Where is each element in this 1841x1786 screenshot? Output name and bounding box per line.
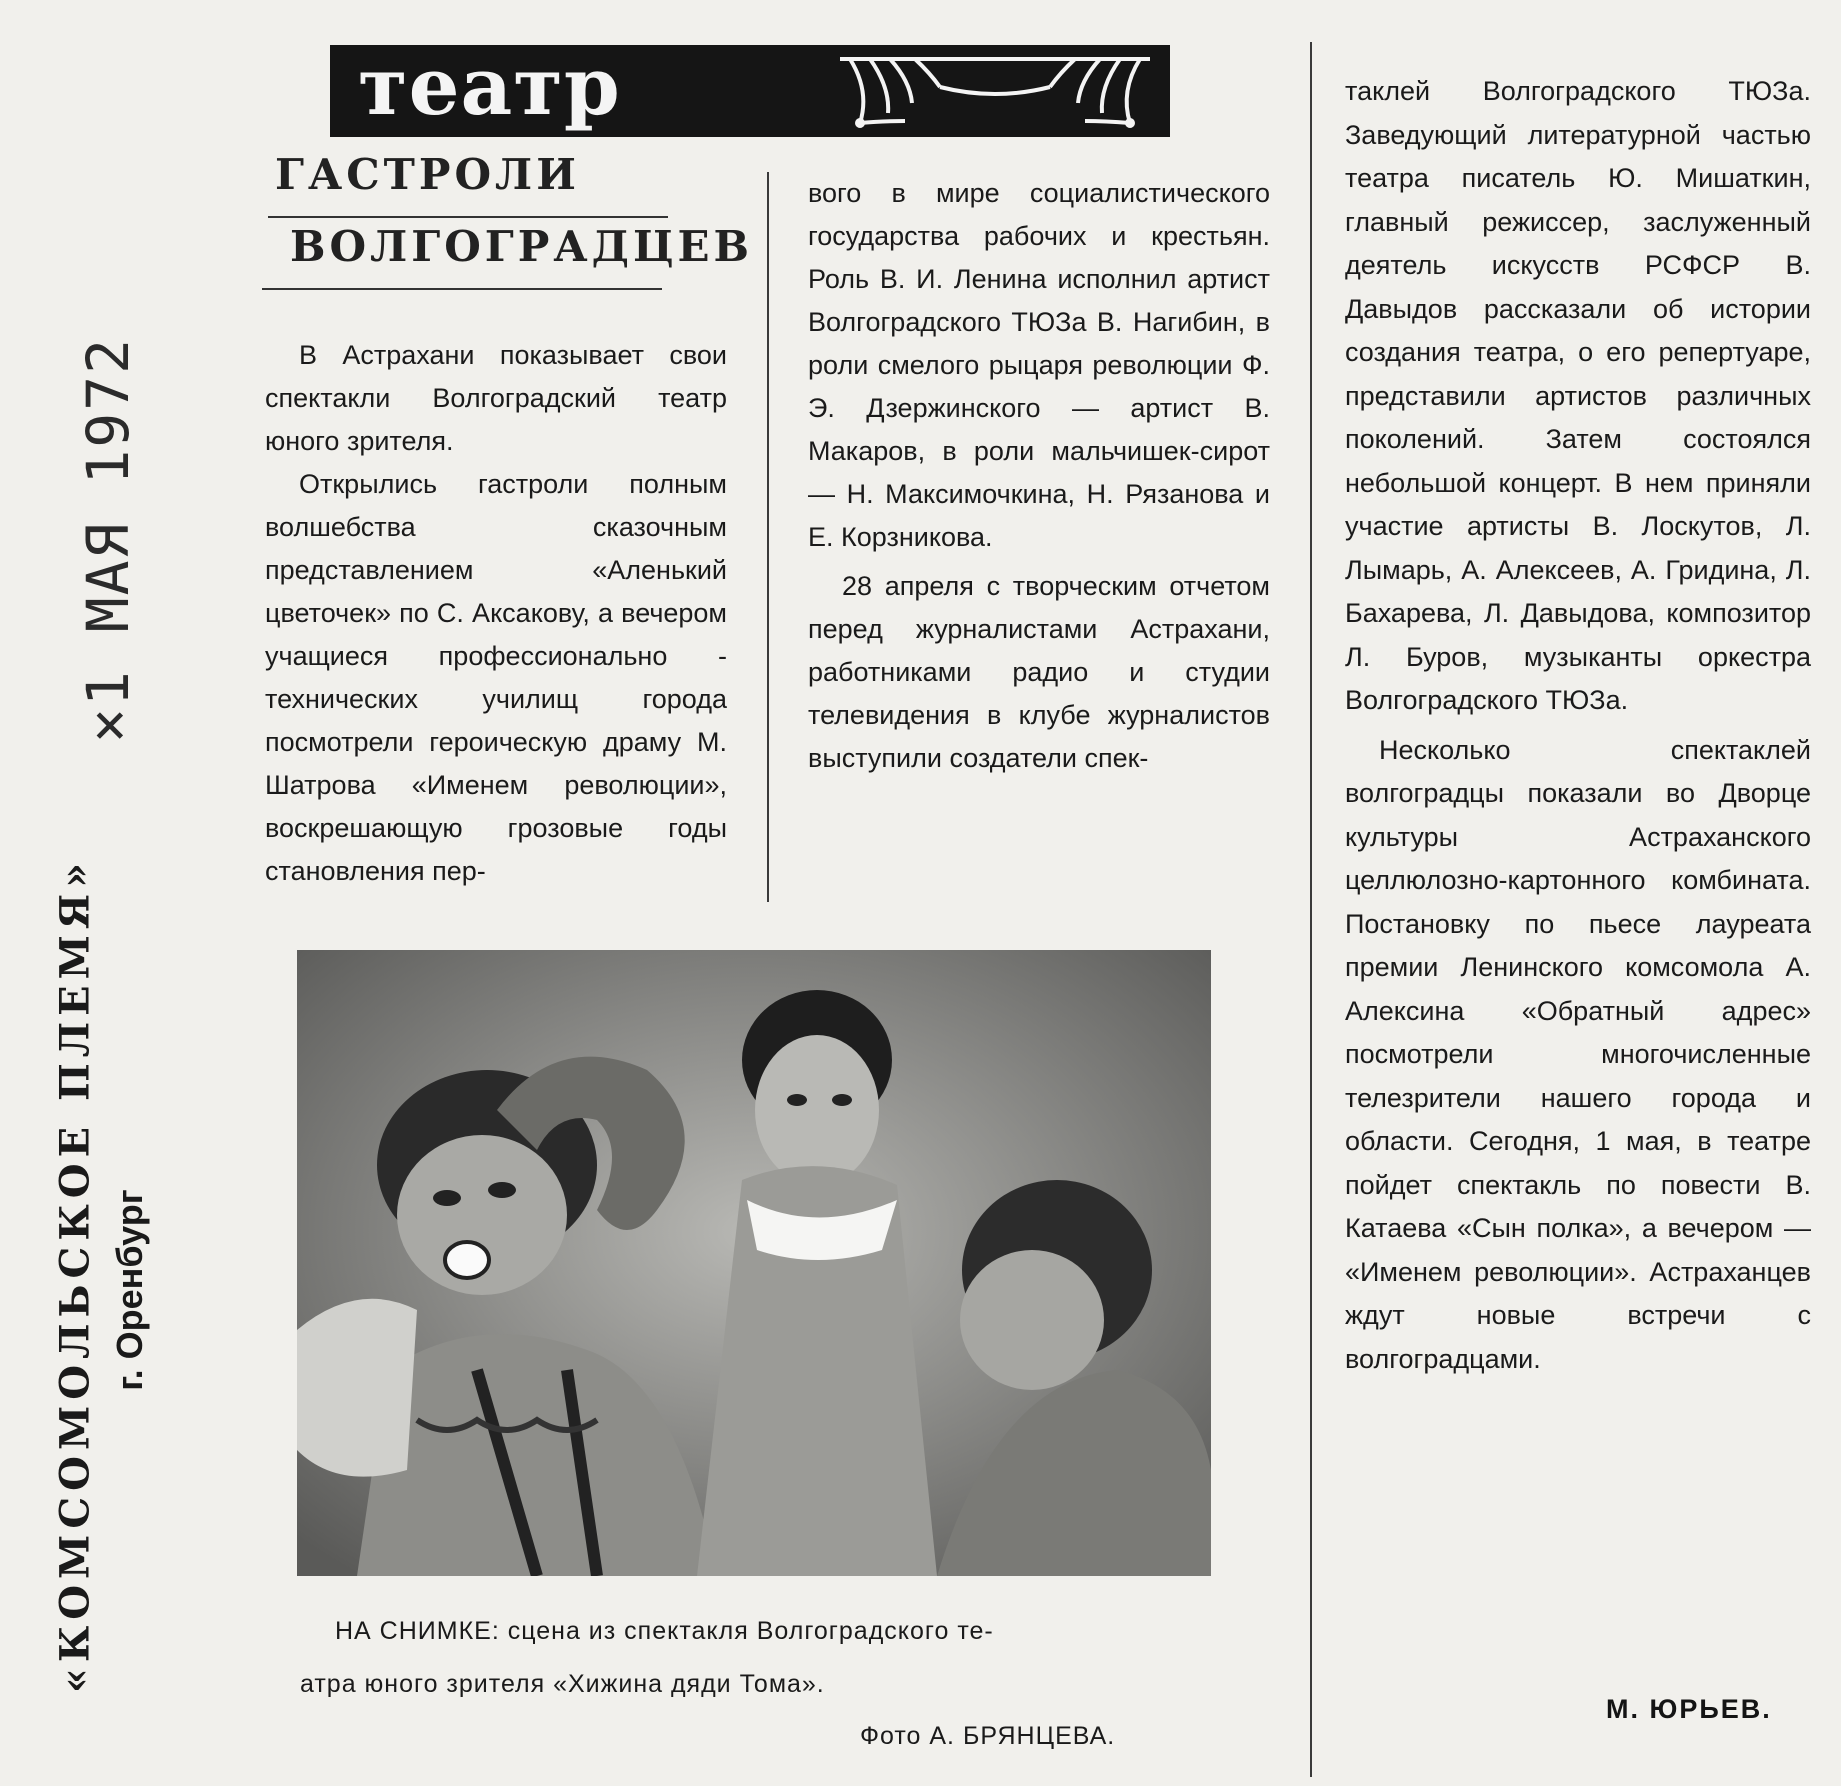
headline-rule-top <box>268 216 668 218</box>
article-paragraph: В Астрахани показывает свои спектакли Волгоградский театр юного зрителя. <box>265 340 727 456</box>
article-column-3 <box>1345 70 1811 1381</box>
theatre-curtain-icon <box>830 51 1160 131</box>
article-paragraph: Несколько спектаклей волгоградцы показали во Дворце культуры Астраханского целлюлозно-картонного комбината. Постановку по пьесе лауреата премии Ленинского комсомола А. Алексина «Обратный адрес» посмотрели многочисленные телезрители нашего города и области. Сегодня, 1 мая, в театре пойдет спектакль по повести В. Катаева «Сын полка», а вечером — «Именем революции». Астраханцев ждут новые встречи с волгоградцами. <box>1345 734 1811 1374</box>
article-paragraph: вого в мире социалистического государства рабочих и крестьян. Роль В. И. Ленина исполнил артист Волгоградского ТЮЗа В. Нагибин, в роли смелого рыцаря революции Ф. Э. Дзержинского — артист В. Макаров, в роли мальчишек-сирот — Н. Максимочкина, Н. Рязанова и Е. Корзникова. <box>808 178 1270 552</box>
column-divider <box>767 172 769 902</box>
newspaper-city-stamp <box>100 1150 160 1430</box>
photo-caption-line-2: атра юного зрителя «Хижина дяди Тома». <box>300 1670 825 1698</box>
headline-line-2: ВОЛГОГРАДЦЕВ <box>290 222 754 271</box>
scene-photo <box>297 950 1211 1576</box>
newspaper-city: г. Оренбург <box>109 1189 150 1391</box>
article-author: М. ЮРЬЕВ. <box>1606 1694 1772 1724</box>
section-banner <box>330 39 1170 137</box>
photo-credit: Фото А. БРЯНЦЕВА. <box>860 1722 1116 1750</box>
headline-line-1: ГАСТРОЛИ <box>275 150 580 199</box>
newspaper-name: «КОМСОМОЛЬСКОЕ ПЛЕМЯ» <box>51 856 99 1694</box>
article-paragraph: Открылись гастроли полным волшебства сказочным представлением «Аленький цветочек» по С. Аксакову, а вечером учащиеся профессионально - технических училищ города посмотрели героическую драму М. Шатрова «Именем революции», воскрешающую грозовые годы становления пер- <box>265 469 727 886</box>
headline-rule-bottom <box>262 288 662 290</box>
article-paragraph: 28 апреля с творческим отчетом перед журналистами Астрахани, работниками радио и студии телевидения в клубе журналистов выступили создатели спек- <box>808 571 1270 773</box>
article-column-2 <box>808 172 1270 780</box>
clipping-date-stamp <box>60 330 156 750</box>
photo-caption-line-1: НА СНИМКЕ: сцена из спектакля Волгоградского те- <box>335 1617 994 1645</box>
clipping-date: ×1 МАЯ 1972 <box>74 336 142 744</box>
article-paragraph: таклей Волгоградского ТЮЗа. Заведующий литературной частью театра писатель Ю. Мишаткин, главный режиссер, заслуженный деятель искусств РСФСР В. Давыдов рассказали об истории создания театра, о его репертуаре, представили артистов различных поколений. Затем состоялся небольшой концерт. В нем приняли участие артисты В. Лоскутов, Л. Лымарь, А. Алексеев, А. Гридина, Л. Бахарева, Л. Давыдова, композитор Л. Буров, музыканты оркестра Волгоградского ТЮЗа. <box>1345 76 1811 715</box>
article-column-1 <box>265 334 727 893</box>
section-title: театр <box>358 39 621 133</box>
column-divider <box>1310 42 1312 1777</box>
